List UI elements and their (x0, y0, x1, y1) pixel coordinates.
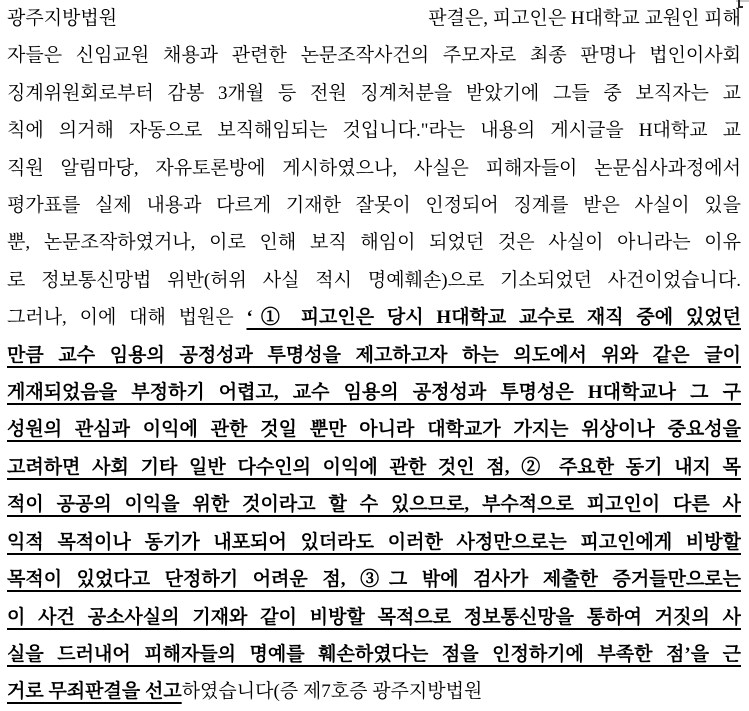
text-segment: 자들은 신임교원 채용과 관련한 논문조작사건의 주모자로 최종 판명나 법인이사회 (7, 45, 741, 67)
text-line (7, 262, 741, 299)
emphasized-text-segment: 실을 드러내어 피해자들의 명예를 훼손하였다는 점을 인정하기에 부족한 점’을 근 (7, 643, 741, 665)
text-line (7, 486, 741, 523)
text-line (7, 150, 741, 187)
text-line (7, 112, 741, 149)
text-line (7, 449, 741, 486)
text-segment: 징계위원회로부터 감봉 3개월 등 전원 징계처분을 받았기에 그들 중 보직자는 교 (7, 82, 741, 104)
emphasized-text-segment: 게재되었음을 부정하기 어렵고, 교수 임용의 공정성과 투명성은 H대학교나 그 구 (7, 382, 741, 404)
text-segment: 그러나, 이에 대해 법원은 (7, 307, 247, 329)
text-line (7, 337, 741, 374)
emphasized-text-segment: 고려하면 사회 기타 일반 다수인의 이익에 관한 것인 점, ② 주요한 동기 내지 목 (7, 456, 741, 478)
text-line (7, 224, 741, 261)
scrollbar-fragment-foot (738, 6, 743, 8)
emphasized-text-segment: ‘① 피고인은 당시 H대학교 교수로 재직 중에 있었던 (246, 307, 741, 329)
emphasized-text-segment: 익적 목적이나 동기가 내포되어 있더라도 이러한 사정만으로는 피고인에게 비방할 (7, 531, 741, 553)
text-line (7, 561, 741, 598)
text-line (7, 411, 741, 448)
text-segment: 뿐, 논문조작하였거나, 이로 인해 보직 해임이 되었던 것은 사실이 아니라는 이유 (7, 232, 741, 254)
text-line (7, 599, 741, 636)
text-line (7, 187, 741, 224)
text-segment: 하였습니다(증 제7호증 광주지방법원 (181, 681, 483, 703)
text-line (7, 524, 741, 561)
text-line (7, 75, 741, 112)
emphasized-text-segment: 이 사건 공소사실의 기재와 같이 비방할 목적으로 정보통신망을 통하여 거짓의 사 (7, 606, 741, 628)
text-line (7, 299, 741, 336)
text-segment: 평가표를 실제 내용과 다르게 기재한 잘못이 인정되어 징계를 받은 사실이 있을 (7, 195, 741, 217)
text-line (7, 636, 741, 673)
emphasized-text-segment: 적이 공공의 이익을 위한 것이라고 할 수 있으므로, 부수적으로 피고인이 다른 사 (7, 494, 741, 516)
text-segment: 칙에 의거해 자동으로 보직해임되는 것입니다."라는 내용의 게시글을 H대학교 교 (7, 120, 741, 142)
text-line (7, 37, 741, 74)
emphasized-text-segment: 성원의 관심과 이익에 관한 것일 뿐만 아니라 대학교가 가지는 위상이나 중요성을 (7, 419, 741, 441)
emphasized-text-segment: 만큼 교수 임용의 공정성과 투명성을 제고하고자 하는 의도에서 위와 같은 글이 (7, 344, 741, 366)
text-segment: 광주지방법원 (7, 8, 118, 29)
text-line (7, 0, 741, 37)
text-line (7, 374, 741, 411)
text-segment: 로 정보통신망법 위반(허위 사실 적시 명예훼손)으로 기소되었던 사건이었습니다. (7, 269, 741, 291)
text-segment: 직원 알림마당, 자유토론방에 게시하였으나, 사실은 피해자들이 논문심사과정에서 (7, 157, 741, 179)
text-segment: 판결은, 피고인은 H대학교 교원인 피해 (428, 8, 741, 29)
document-body (7, 0, 741, 711)
screen-corner-artifact (736, 0, 749, 9)
emphasized-text-segment: 목적이 있었다고 단정하기 어려운 점, ③그 밖에 검사가 제출한 증거들만으로는 (7, 569, 741, 591)
text-line (7, 673, 741, 710)
emphasized-text-segment: 거로 무죄판결을 선고 (7, 681, 182, 703)
